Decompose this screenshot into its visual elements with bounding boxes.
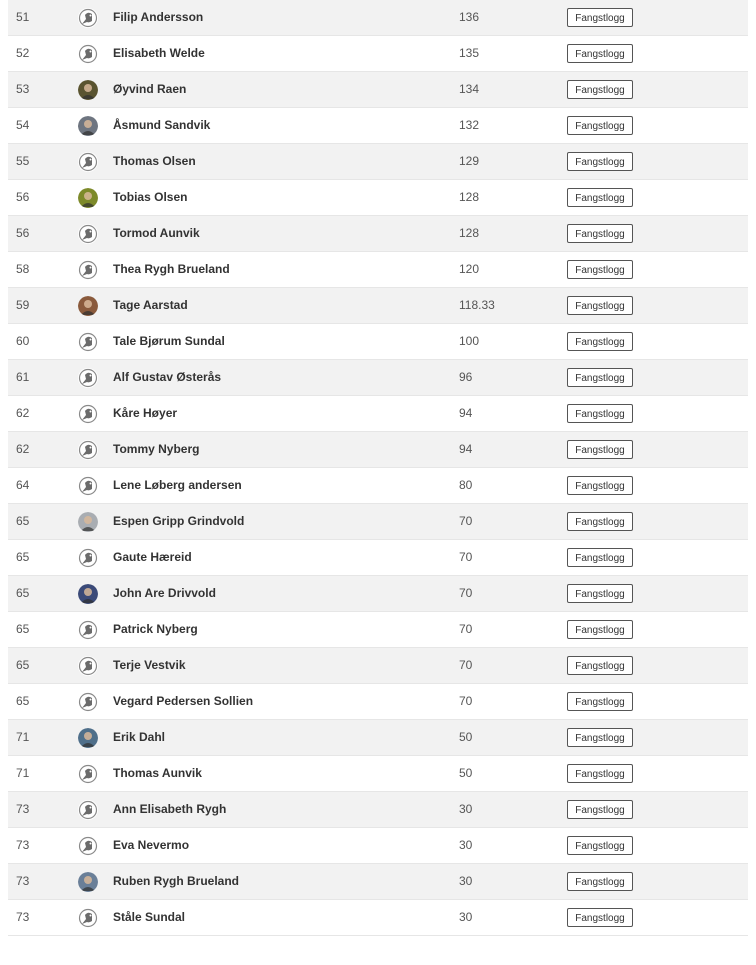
table-row: [8, 396, 748, 432]
catch-log-button[interactable]: Fangstlogg: [567, 764, 633, 783]
rank-cell: 65: [16, 658, 30, 672]
participant-name: Elisabeth Welde: [113, 46, 205, 60]
default-avatar-icon: [78, 260, 98, 280]
default-avatar-icon: [78, 908, 98, 928]
score-cell: 70: [459, 586, 473, 600]
score-cell: 50: [459, 766, 473, 780]
default-avatar-icon: [78, 440, 98, 460]
score-cell: 118.33: [459, 298, 495, 312]
table-row: [8, 504, 748, 540]
score-cell: 135: [459, 46, 480, 60]
rank-cell: 56: [16, 226, 30, 240]
rank-cell: 73: [16, 874, 30, 888]
participant-name: Patrick Nyberg: [113, 622, 198, 636]
participant-name: Tage Aarstad: [113, 298, 188, 312]
rank-cell: 71: [16, 766, 30, 780]
default-avatar-icon: [78, 404, 98, 424]
default-avatar-icon: [78, 368, 98, 388]
table-row: [8, 900, 748, 936]
participant-name: Tommy Nyberg: [113, 442, 200, 456]
table-row: [8, 72, 748, 108]
default-avatar-icon: [78, 332, 98, 352]
catch-log-button[interactable]: Fangstlogg: [567, 8, 633, 27]
table-row: [8, 612, 748, 648]
avatar-photo: [78, 296, 98, 316]
catch-log-button[interactable]: Fangstlogg: [567, 404, 633, 423]
table-row: [8, 108, 748, 144]
leaderboard-table: [8, 0, 748, 936]
rank-cell: 62: [16, 406, 30, 420]
participant-name: Tale Bjørum Sundal: [113, 334, 225, 348]
rank-cell: 62: [16, 442, 30, 456]
table-row: [8, 252, 748, 288]
catch-log-button[interactable]: Fangstlogg: [567, 908, 633, 927]
table-row: [8, 720, 748, 756]
participant-name: Thomas Olsen: [113, 154, 196, 168]
score-cell: 134: [459, 82, 480, 96]
default-avatar-icon: [78, 692, 98, 712]
default-avatar-icon: [78, 620, 98, 640]
participant-name: Ruben Rygh Brueland: [113, 874, 240, 888]
rank-cell: 53: [16, 82, 30, 96]
avatar-photo: [78, 188, 98, 208]
score-cell: 70: [459, 658, 473, 672]
avatar-photo: [78, 80, 98, 100]
rank-cell: 52: [16, 46, 30, 60]
score-cell: 94: [459, 442, 473, 456]
catch-log-button[interactable]: Fangstlogg: [567, 224, 633, 243]
catch-log-button[interactable]: Fangstlogg: [567, 728, 633, 747]
catch-log-button[interactable]: Fangstlogg: [567, 692, 633, 711]
table-row: [8, 36, 748, 72]
catch-log-button[interactable]: Fangstlogg: [567, 116, 633, 135]
participant-name: Ståle Sundal: [113, 910, 186, 924]
rank-cell: 65: [16, 622, 30, 636]
default-avatar-icon: [78, 8, 98, 28]
participant-name: Thomas Aunvik: [113, 766, 202, 780]
default-avatar-icon: [78, 152, 98, 172]
participant-name: Vegard Pedersen Sollien: [113, 694, 254, 708]
default-avatar-icon: [78, 800, 98, 820]
rank-cell: 61: [16, 370, 30, 384]
catch-log-button[interactable]: Fangstlogg: [567, 476, 633, 495]
table-row: [8, 792, 748, 828]
participant-name: Kåre Høyer: [113, 406, 178, 420]
score-cell: 70: [459, 550, 473, 564]
score-cell: 120: [459, 262, 480, 276]
table-row: [8, 360, 748, 396]
score-cell: 128: [459, 190, 480, 204]
score-cell: 96: [459, 370, 473, 384]
table-row: [8, 180, 748, 216]
rank-cell: 58: [16, 262, 30, 276]
default-avatar-icon: [78, 548, 98, 568]
participant-name: Tormod Aunvik: [113, 226, 200, 240]
catch-log-button[interactable]: Fangstlogg: [567, 656, 633, 675]
score-cell: 70: [459, 514, 473, 528]
default-avatar-icon: [78, 764, 98, 784]
participant-name: Gaute Hæreid: [113, 550, 192, 564]
score-cell: 129: [459, 154, 480, 168]
score-cell: 128: [459, 226, 480, 240]
table-row: [8, 684, 748, 720]
table-row: [8, 144, 748, 180]
catch-log-button[interactable]: Fangstlogg: [567, 872, 633, 891]
score-cell: 70: [459, 694, 473, 708]
default-avatar-icon: [78, 476, 98, 496]
avatar-photo: [78, 512, 98, 532]
default-avatar-icon: [78, 656, 98, 676]
participant-name: Lene Løberg andersen: [113, 478, 242, 492]
table-row: [8, 432, 748, 468]
catch-log-button[interactable]: Fangstlogg: [567, 296, 633, 315]
rank-cell: 73: [16, 910, 30, 924]
score-cell: 30: [459, 838, 473, 852]
catch-log-button[interactable]: Fangstlogg: [567, 368, 633, 387]
rank-cell: 54: [16, 118, 30, 132]
participant-name: Tobias Olsen: [113, 190, 188, 204]
table-row: [8, 576, 748, 612]
table-row: [8, 540, 748, 576]
avatar-photo: [78, 728, 98, 748]
catch-log-button[interactable]: Fangstlogg: [567, 800, 633, 819]
participant-name: Ann Elisabeth Rygh: [113, 802, 227, 816]
score-cell: 70: [459, 622, 473, 636]
catch-log-button[interactable]: Fangstlogg: [567, 548, 633, 567]
score-cell: 50: [459, 730, 473, 744]
score-cell: 94: [459, 406, 473, 420]
catch-log-button[interactable]: Fangstlogg: [567, 188, 633, 207]
avatar-photo: [78, 872, 98, 892]
participant-name: John Are Drivvold: [113, 586, 216, 600]
rank-cell: 65: [16, 694, 30, 708]
score-cell: 30: [459, 874, 473, 888]
score-cell: 132: [459, 118, 480, 132]
participant-name: Øyvind Raen: [113, 82, 187, 96]
participant-name: Filip Andersson: [113, 10, 204, 24]
score-cell: 80: [459, 478, 473, 492]
catch-log-button[interactable]: Fangstlogg: [567, 836, 633, 855]
catch-log-button[interactable]: Fangstlogg: [567, 80, 633, 99]
score-cell: 30: [459, 910, 473, 924]
catch-log-button[interactable]: Fangstlogg: [567, 152, 633, 171]
rank-cell: 65: [16, 550, 30, 564]
rank-cell: 56: [16, 190, 30, 204]
avatar-photo: [78, 116, 98, 136]
catch-log-button[interactable]: Fangstlogg: [567, 512, 633, 531]
rank-cell: 65: [16, 514, 30, 528]
table-row: [8, 468, 748, 504]
participant-name: Alf Gustav Østerås: [113, 370, 222, 384]
default-avatar-icon: [78, 836, 98, 856]
table-row: [8, 648, 748, 684]
rank-cell: 64: [16, 478, 30, 492]
rank-cell: 73: [16, 838, 30, 852]
default-avatar-icon: [78, 224, 98, 244]
catch-log-button[interactable]: Fangstlogg: [567, 332, 633, 351]
rank-cell: 51: [16, 10, 30, 24]
participant-name: Eva Nevermo: [113, 838, 190, 852]
table-row: [8, 0, 748, 36]
rank-cell: 71: [16, 730, 30, 744]
table-row: [8, 216, 748, 252]
table-row: [8, 756, 748, 792]
table-row: [8, 828, 748, 864]
catch-log-button[interactable]: Fangstlogg: [567, 260, 633, 279]
rank-cell: 73: [16, 802, 30, 816]
participant-name: Espen Gripp Grindvold: [113, 514, 245, 528]
catch-log-button[interactable]: Fangstlogg: [567, 44, 633, 63]
avatar-photo: [78, 584, 98, 604]
rank-cell: 65: [16, 586, 30, 600]
table-row: [8, 324, 748, 360]
rank-cell: 60: [16, 334, 30, 348]
default-avatar-icon: [78, 44, 98, 64]
participant-name: Åsmund Sandvik: [113, 118, 211, 132]
participant-name: Erik Dahl: [113, 730, 166, 744]
table-row: [8, 288, 748, 324]
score-cell: 136: [459, 10, 480, 24]
rank-cell: 55: [16, 154, 30, 168]
catch-log-button[interactable]: Fangstlogg: [567, 440, 633, 459]
catch-log-button[interactable]: Fangstlogg: [567, 584, 633, 603]
rank-cell: 59: [16, 298, 30, 312]
participant-name: Thea Rygh Brueland: [113, 262, 230, 276]
score-cell: 100: [459, 334, 480, 348]
participant-name: Terje Vestvik: [113, 658, 186, 672]
table-row: [8, 864, 748, 900]
score-cell: 30: [459, 802, 473, 816]
catch-log-button[interactable]: Fangstlogg: [567, 620, 633, 639]
